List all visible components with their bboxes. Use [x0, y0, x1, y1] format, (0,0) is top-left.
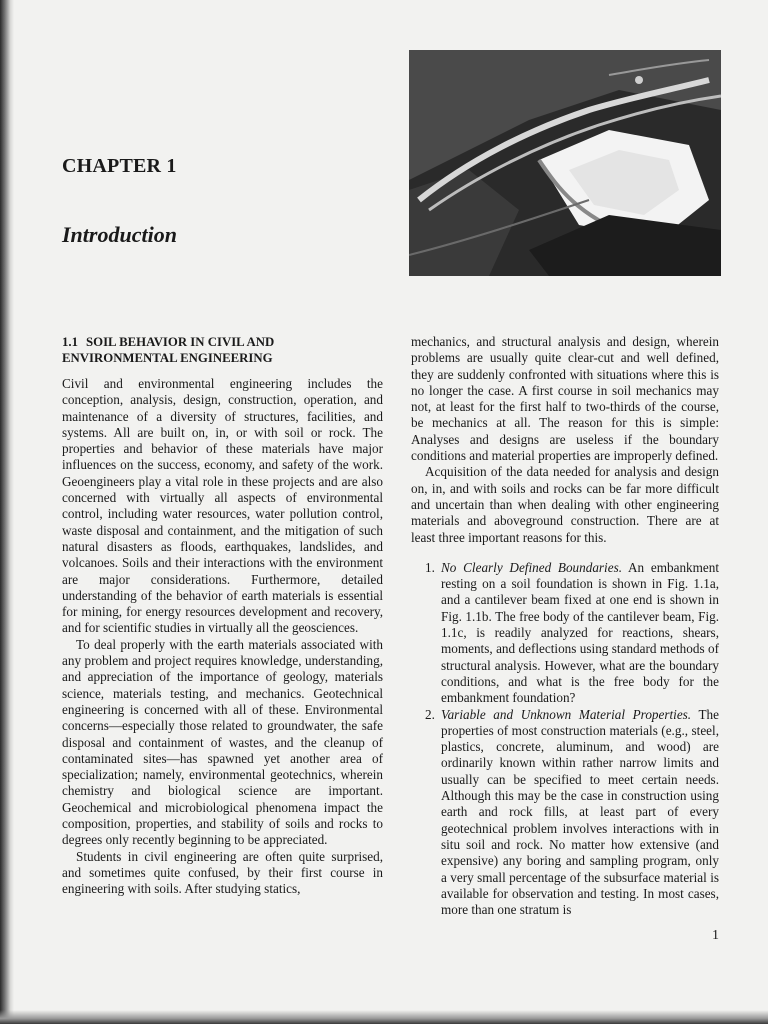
list-item	[411, 560, 719, 707]
section-heading-line2: ENVIRONMENTAL ENGINEERING	[62, 351, 273, 365]
section-heading-line1: SOIL BEHAVIOR IN CIVIL AND	[86, 335, 275, 349]
paragraph: To deal properly with the earth materials associated with any problem and project requires knowledge, understanding, and appreciation of the importance of geology, materials science, materials testing, and mechanics. Geotechnical engineering is concerned with all of these. Environmental concerns—especially those related to groundwater, the safe disposal and containment of wastes, and the cleanup of contaminated sites—has spawned yet another area of specialization; namely, environmental geotechnics, wherein chemistry and biological science are important. Geochemical and microbiological phenomena impact the composition, properties, and stability of soils and rocks to degrees only recently beginning to be appreciated.	[62, 636, 383, 848]
list-item-text: The properties of most construction materials (e.g., steel, plastics, concrete, aluminum, and wood) are ordinarily known within rather narrow limits and usually can be specified to meet certain needs. Although this may be the case in construction using earth and rock fills, at least part of every geotechnical problem involves interactions with in situ soil and rock. No matter how extensive (and expensive) any boring and sampling program, only a very small percentage of the subsurface material is available for observation and testing. In most cases, more than one stratum is	[441, 706, 719, 918]
aerial-photo-dam-reservoir	[409, 50, 721, 276]
list-item-text: An embankment resting on a soil foundation is shown in Fig. 1.1a, and a cantilever beam fixed at one end is shown in Fig. 1.1b. The free body of the cantilever beam, Fig. 1.1c, is readily analyzed for reactions, shears, moments, and deflections using standard methods of structural analysis. However, what are the boundary conditions, and what is the free body for the embankment foundation?	[441, 559, 720, 706]
page-bottom-edge	[0, 1010, 768, 1024]
paragraph: Acquisition of the data needed for analysis and design on, in, and with soils and rocks can be far more difficult and uncertain than when dealing with other engineering materials and aboveground construction. There are at least three important reasons for this.	[411, 464, 719, 545]
paragraph: mechanics, and structural analysis and design, wherein problems are usually quite clear-cut and well defined, they are suddenly confronted with situations where this is no longer the case. A first course in soil mechanics may not, at least for the first half to two-thirds of the course, be mechanics at all. The reason for this is simple: Analyses and designs are useless if the boundary conditions and material properties are improperly defined.	[411, 334, 719, 464]
paragraph: Civil and environmental engineering includes the conception, analysis, design, construction, operation, and maintenance of a diversity of structures, facilities, and systems. All are built on, in, or with soil or rock. The properties and behavior of these materials have major influences on the success, economy, and safety of the work. Geoengineers play a vital role in these projects and are also concerned with virtually all aspects of environmental control, including water resources, water pollution control, waste disposal and containment, and the mitigation of such natural disasters as floods, earthquakes, landslides, and volcanoes. Soils and their interactions with the environment are major considerations. Furthermore, detailed understanding of the behavior of earth materials is essential for mining, for energy resources development and recovery, and for scientific studies in virtually all the geosciences.	[62, 376, 383, 636]
list-marker: 1.	[425, 559, 435, 575]
list-item-title: Variable and Unknown Material Properties.	[441, 706, 692, 722]
paragraph: Students in civil engineering are often quite surprised, and sometimes quite confused, by their first course in engineering with soils. After studying statics,	[62, 848, 383, 897]
section-number: 1.1	[62, 335, 78, 349]
left-column	[62, 334, 383, 898]
right-column	[411, 334, 719, 918]
list-item	[411, 707, 719, 919]
section-heading	[62, 334, 383, 366]
chapter-title: Introduction	[62, 222, 177, 247]
list-item-title: No Clearly Defined Boundaries.	[441, 559, 623, 575]
reasons-list	[411, 560, 719, 919]
page-spine-shadow	[0, 0, 14, 1024]
page-number: 1	[712, 928, 719, 943]
list-marker: 2.	[425, 706, 435, 722]
chapter-label: CHAPTER 1	[62, 155, 177, 177]
